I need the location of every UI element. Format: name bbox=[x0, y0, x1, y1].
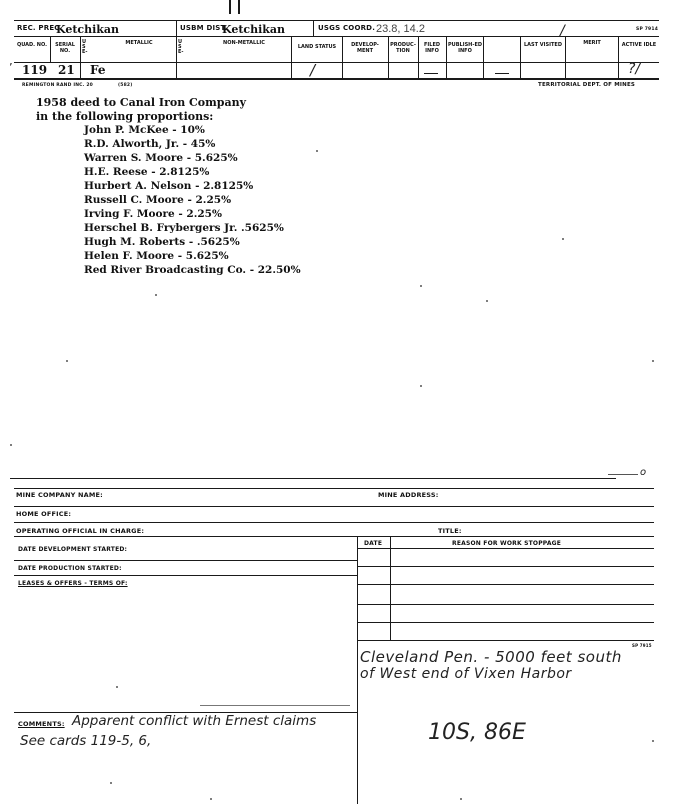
divider bbox=[291, 36, 292, 80]
divider bbox=[388, 36, 389, 80]
row-border bbox=[357, 604, 654, 605]
mine-address-label: MINE ADDRESS: bbox=[378, 491, 439, 499]
reason-label: REASON FOR WORK STOPPAGE bbox=[452, 540, 562, 547]
owner-line: Irving F. Moore - 2.25% bbox=[84, 208, 222, 220]
owner-line: Herschel B. Frybergers Jr. .5625% bbox=[84, 222, 284, 234]
divider bbox=[483, 36, 484, 80]
scribble-mark: o bbox=[640, 467, 647, 478]
scribble bbox=[608, 474, 638, 475]
printer-code: (582) bbox=[118, 83, 133, 88]
last-visited-label: LAST VISITED bbox=[524, 42, 562, 48]
speck bbox=[486, 300, 488, 302]
divider bbox=[176, 36, 177, 80]
speck bbox=[460, 798, 462, 800]
location-note-1: Cleveland Pen. - 5000 feet south bbox=[360, 648, 622, 666]
header-top-border bbox=[14, 20, 659, 21]
owner-line: H.E. Reese - 2.8125% bbox=[84, 166, 210, 178]
filed-info-label: FILED INFO bbox=[423, 42, 441, 54]
usgs-coord-value: 23.8, 14.2 bbox=[376, 23, 425, 35]
merit-label: MERIT bbox=[583, 40, 601, 46]
row-border bbox=[357, 584, 654, 585]
owner-line: Russell C. Moore - 2.25% bbox=[84, 194, 232, 206]
mine-company-name-label: MINE COMPANY NAME: bbox=[16, 491, 103, 499]
speck bbox=[155, 294, 157, 296]
speck bbox=[562, 238, 564, 240]
dash bbox=[495, 73, 509, 74]
dash bbox=[424, 73, 438, 74]
row-border bbox=[14, 506, 654, 507]
metallic-value: Fe bbox=[90, 63, 106, 77]
divider bbox=[520, 36, 521, 80]
date-dev-started-label: DATE DEVELOPMENT STARTED: bbox=[18, 546, 128, 553]
owner-line: John P. McKee - 10% bbox=[84, 124, 205, 136]
land-status-value: / bbox=[310, 61, 316, 79]
tick-mark: ’ bbox=[8, 63, 14, 73]
printer-line: REMINGTON RAND INC. 20 bbox=[22, 83, 93, 88]
usgs-coord-label: USGS COORD. bbox=[318, 24, 376, 32]
lower-top-border bbox=[10, 478, 616, 479]
row-border bbox=[357, 640, 654, 641]
usd-letters-2: U S E- bbox=[178, 39, 184, 55]
metallic-label: METALLIC bbox=[125, 40, 153, 46]
divider bbox=[313, 20, 314, 36]
divider bbox=[446, 36, 447, 80]
header-row2-border bbox=[14, 62, 659, 63]
speck bbox=[652, 360, 654, 362]
row-border bbox=[14, 575, 357, 576]
speck bbox=[420, 385, 422, 387]
top-tick bbox=[238, 0, 240, 14]
rec-prec-label: REC. PREC. bbox=[17, 24, 63, 32]
header-bottom-border bbox=[14, 78, 659, 80]
owner-line: Hugh M. Roberts - .5625% bbox=[84, 236, 240, 248]
township-range: 10S, 86E bbox=[428, 720, 526, 745]
leases-label: LEASES & OFFERS - TERMS OF: bbox=[18, 580, 128, 587]
serial-no-value: 21 bbox=[58, 63, 75, 77]
merit-mark: / bbox=[560, 23, 565, 39]
row-border bbox=[357, 566, 654, 567]
quad-no-label: QUAD. NO. bbox=[16, 42, 48, 48]
divider bbox=[618, 36, 619, 80]
speck bbox=[652, 740, 654, 742]
operating-official-label: OPERATING OFFICIAL IN CHARGE: bbox=[16, 527, 145, 535]
usbm-dist-value: Ketchikan bbox=[222, 23, 286, 36]
comments-line-2: See cards 119-5, 6, bbox=[20, 733, 152, 749]
row-border bbox=[14, 488, 654, 489]
comments-line-1: Apparent conflict with Ernest claims bbox=[72, 713, 317, 729]
usd-letters: U S E- bbox=[82, 39, 88, 55]
divider bbox=[418, 36, 419, 80]
active-idle-value: ?/ bbox=[628, 61, 641, 77]
title-label: TITLE: bbox=[438, 527, 462, 535]
rec-prec-value: Ketchikan bbox=[56, 23, 120, 36]
nonmetallic-label: NON-METALLIC bbox=[223, 40, 265, 46]
owner-line: Hurbert A. Nelson - 2.8125% bbox=[84, 180, 254, 192]
row-border bbox=[357, 548, 654, 549]
speck bbox=[110, 782, 112, 784]
quad-no-value: 119 bbox=[22, 63, 48, 77]
date-prod-started-label: DATE PRODUCTION STARTED: bbox=[18, 565, 122, 572]
speck bbox=[420, 285, 422, 287]
faint-line bbox=[200, 705, 350, 706]
active-idle-label: ACTIVE IDLE bbox=[621, 42, 657, 48]
body-line: 1958 deed to Canal Iron Company bbox=[36, 96, 246, 109]
owner-line: Helen F. Moore - 5.625% bbox=[84, 250, 229, 262]
body-line: in the following proportions: bbox=[36, 110, 214, 123]
row-border bbox=[14, 522, 654, 523]
form-number-2: SP 7915 bbox=[632, 643, 652, 648]
usbm-dist-label: USBM DIST. bbox=[180, 24, 228, 32]
owner-line: Red River Broadcasting Co. - 22.50% bbox=[84, 264, 301, 276]
published-info-label: PUBLISH-ED INFO bbox=[448, 42, 483, 54]
center-divider bbox=[357, 536, 358, 804]
production-label: PRODUC-TION bbox=[390, 42, 416, 54]
serial-no-label: SERIAL NO. bbox=[55, 42, 75, 54]
date-col-label: DATE bbox=[364, 540, 383, 547]
row-border bbox=[14, 536, 654, 537]
speck bbox=[116, 686, 118, 688]
speck bbox=[10, 444, 12, 446]
speck bbox=[210, 798, 212, 800]
top-tick bbox=[229, 0, 231, 14]
owner-line: R.D. Alworth, Jr. - 45% bbox=[84, 138, 216, 150]
row-border bbox=[14, 560, 357, 561]
speck bbox=[316, 150, 318, 152]
form-number: SP 7914 bbox=[636, 27, 659, 32]
territorial-dept: TERRITORIAL DEPT. OF MINES bbox=[538, 82, 636, 88]
speck bbox=[66, 360, 68, 362]
comments-label: COMMENTS: bbox=[18, 720, 65, 728]
owner-line: Warren S. Moore - 5.625% bbox=[84, 152, 238, 164]
location-note-2: of West end of Vixen Harbor bbox=[360, 666, 572, 682]
divider bbox=[342, 36, 343, 80]
date-col-divider bbox=[390, 536, 391, 640]
land-status-label: LAND STATUS bbox=[297, 44, 337, 50]
row-border bbox=[357, 622, 654, 623]
development-label: DEVELOP-MENT bbox=[351, 42, 379, 54]
home-office-label: HOME OFFICE: bbox=[16, 510, 72, 518]
divider bbox=[80, 36, 81, 80]
divider bbox=[565, 36, 566, 80]
